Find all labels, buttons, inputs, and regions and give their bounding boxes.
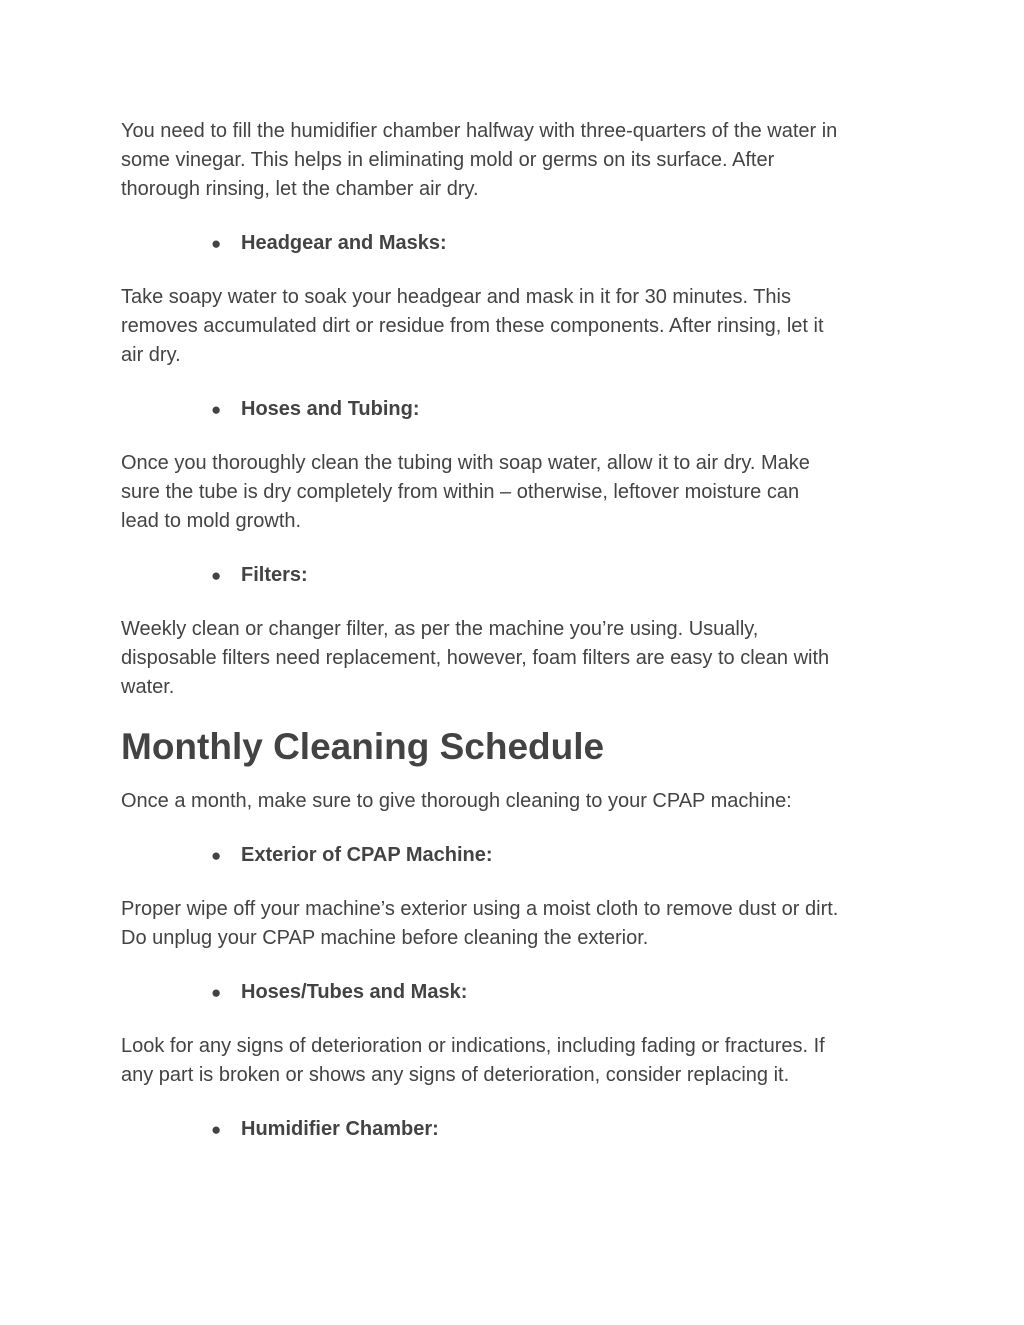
paragraph-exterior-wipe: Proper wipe off your machine’s exterior using a moist cloth to remove dust or dirt. Do unplug your CPAP machine before cleaning the exterior.: [121, 898, 839, 949]
bullet-label: Hoses and Tubing:: [241, 398, 420, 420]
section-heading-monthly-cleaning: Monthly Cleaning Schedule: [121, 726, 605, 767]
bullet-headgear-and-masks: [121, 229, 911, 258]
bullet-dot: ●: [211, 234, 222, 253]
bullet-humidifier-chamber: [121, 1115, 911, 1144]
bullet-dot: ●: [211, 1120, 222, 1139]
paragraph-filters-weekly: Weekly clean or changer filter, as per the machine you’re using. Usually, disposable filters need replacement, however, foam filters are easy to clean with water.: [121, 618, 830, 698]
bullet-dot: ●: [211, 846, 222, 865]
bullet-dot: ●: [211, 400, 222, 419]
bullet-label: Humidifier Chamber:: [241, 1118, 439, 1140]
bullet-hoses-tubes-mask: [121, 978, 911, 1007]
document-page: [121, 117, 911, 1144]
bullet-hoses-and-tubing: [121, 395, 911, 424]
bullet-dot: ●: [211, 983, 222, 1002]
bullet-label: Exterior of CPAP Machine:: [241, 844, 493, 866]
bullet-label: Headgear and Masks:: [241, 232, 447, 254]
paragraph-headgear-soak: Take soapy water to soak your headgear and mask in it for 30 minutes. This removes accumulated dirt or residue from these components. After rinsing, let it air dry.: [121, 286, 824, 366]
paragraph-monthly-intro: Once a month, make sure to give thorough cleaning to your CPAP machine:: [121, 790, 792, 812]
bullet-filters: [121, 561, 911, 590]
bullet-exterior-of-cpap: [121, 841, 911, 870]
bullet-label: Hoses/Tubes and Mask:: [241, 981, 468, 1003]
paragraph-vinegar-rinse: You need to fill the humidifier chamber halfway with three-quarters of the water in some vinegar. This helps in eliminating mold or germs on its surface. After thorough rinsing, let the chamber air dry.: [121, 120, 838, 200]
bullet-label: Filters:: [241, 564, 308, 586]
paragraph-tubing-clean: Once you thoroughly clean the tubing with soap water, allow it to air dry. Make sure the tube is dry completely from within – otherwise, leftover moisture can lead to mold growth.: [121, 452, 810, 532]
paragraph-deterioration-check: Look for any signs of deterioration or indications, including fading or fractures. If any part is broken or shows any signs of deterioration, consider replacing it.: [121, 1035, 825, 1086]
bullet-dot: ●: [211, 566, 222, 585]
